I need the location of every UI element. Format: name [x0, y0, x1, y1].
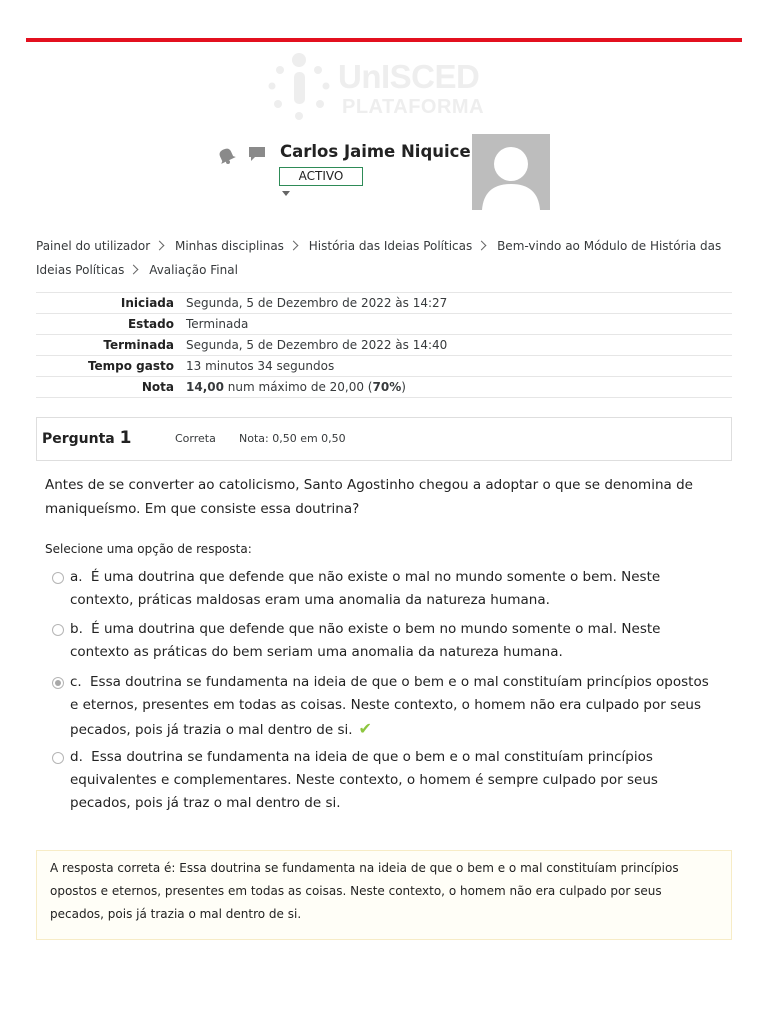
breadcrumb-item-final-assessment[interactable]: Avaliação Final — [149, 263, 238, 277]
answer-prompt: Selecione uma opção de resposta: — [45, 542, 252, 556]
correct-answer-text: A resposta correta é: Essa doutrina se fundamenta na ideia de que o bem e o mal constituíam princípios opostos e eternos, presentes em todas as coisas. Neste contexto, o homem não era culpado por seus pecados, pois já trazia o mal dentro de si. — [50, 861, 679, 921]
logo-text-main: UnISCED — [338, 58, 480, 95]
bell-icon[interactable] — [216, 146, 236, 164]
chevron-right-icon — [288, 241, 298, 251]
table-row — [36, 314, 732, 335]
logo-mark-icon — [262, 52, 337, 124]
chevron-right-icon — [477, 241, 487, 251]
summary-label: Iniciada — [120, 296, 174, 310]
answer-option-b[interactable] — [52, 618, 712, 664]
breadcrumb — [36, 234, 726, 282]
summary-label: Estado — [127, 317, 174, 331]
answer-option-a[interactable] — [52, 566, 712, 612]
answer-option-c[interactable] — [52, 671, 712, 742]
radio-button[interactable] — [52, 572, 64, 584]
question-text: Antes de se converter ao catolicismo, Santo Agostinho chegou a adoptar o que se denomina de maniqueísmo. Em que consiste essa doutrina? — [45, 477, 693, 517]
breadcrumb-item-dashboard[interactable]: Painel do utilizador — [36, 239, 151, 253]
radio-button[interactable] — [52, 624, 64, 636]
avatar[interactable] — [472, 134, 550, 210]
question-info-box — [36, 417, 732, 461]
question-title — [42, 428, 131, 448]
answer-letter: c. — [70, 674, 82, 690]
summary-label: Terminada — [103, 338, 174, 352]
grade-percent: 70% — [372, 380, 402, 394]
table-row — [36, 356, 732, 377]
answer-letter: b. — [70, 621, 83, 637]
grade-score: 14,00 — [186, 380, 224, 394]
table-row — [36, 293, 732, 314]
user-menu-caret-icon[interactable] — [282, 191, 290, 196]
question-state: Correta — [175, 432, 216, 445]
breadcrumb-item-course[interactable]: História das Ideias Políticas — [308, 239, 473, 253]
table-row — [36, 377, 732, 398]
logo-text-sub: PLATAFORMA — [342, 96, 485, 118]
answer-option-d[interactable] — [52, 746, 712, 815]
summary-value: Terminada — [186, 317, 249, 331]
avatar-placeholder-icon — [472, 134, 550, 210]
answer-text: É uma doutrina que defende que não existe o mal no mundo somente o bem. Neste contexto, práticas maldosas eram uma anomalia da natureza humana. — [70, 569, 661, 608]
breadcrumb-item-module[interactable]: Bem-vindo ao Módulo de História das Ideias Políticas — [36, 239, 722, 277]
radio-button[interactable] — [52, 752, 64, 764]
summary-value: 13 minutos 34 segundos — [186, 359, 335, 373]
summary-grade-value — [186, 377, 732, 398]
attempt-summary-table — [36, 292, 732, 398]
top-accent-bar — [26, 38, 742, 42]
answer-text: É uma doutrina que defende que não existe o bem no mundo somente o mal. Neste contexto as práticas do bem seriam uma anomalia da natureza humana. — [70, 621, 661, 660]
chevron-right-icon — [129, 265, 139, 275]
table-row — [36, 335, 732, 356]
chevron-right-icon — [155, 241, 165, 251]
summary-label: Tempo gasto — [87, 359, 174, 373]
grade-close: ) — [401, 380, 406, 394]
breadcrumb-item-my-courses[interactable]: Minhas disciplinas — [174, 239, 284, 253]
status-badge: ACTIVO — [279, 167, 363, 186]
summary-value: Segunda, 5 de Dezembro de 2022 às 14:27 — [186, 296, 448, 310]
chat-icon[interactable] — [248, 146, 266, 162]
answer-text: Essa doutrina se fundamenta na ideia de que o bem e o mal constituíam princípios opostos e eternos, presentes em todas as coisas. Neste contexto, o homem não era culpado por seus pecados, pois já trazia o mal dentro de si. — [70, 674, 709, 738]
user-name[interactable]: Carlos Jaime Niquice — [280, 142, 471, 161]
question-grade: Nota: 0,50 em 0,50 — [239, 432, 346, 445]
site-logo[interactable] — [262, 52, 512, 124]
correct-check-icon: ✔ — [358, 719, 372, 738]
answer-text: Essa doutrina se fundamenta na ideia de que o bem e o mal constituíam princípios equivalentes e complementares. Neste contexto, o homem é sempre culpado por seus pecados, pois já traz o mal dentro de si. — [70, 749, 658, 811]
question-title-label: Pergunta — [42, 431, 115, 447]
answer-letter: a. — [70, 569, 83, 585]
summary-value: Segunda, 5 de Dezembro de 2022 às 14:40 — [186, 338, 448, 352]
question-number: 1 — [119, 428, 132, 448]
grade-max: num máximo de 20,00 ( — [223, 380, 373, 394]
correct-answer-feedback — [36, 850, 732, 940]
answer-letter: d. — [70, 749, 83, 765]
summary-label: Nota — [141, 380, 174, 394]
radio-button-selected[interactable] — [52, 677, 64, 689]
